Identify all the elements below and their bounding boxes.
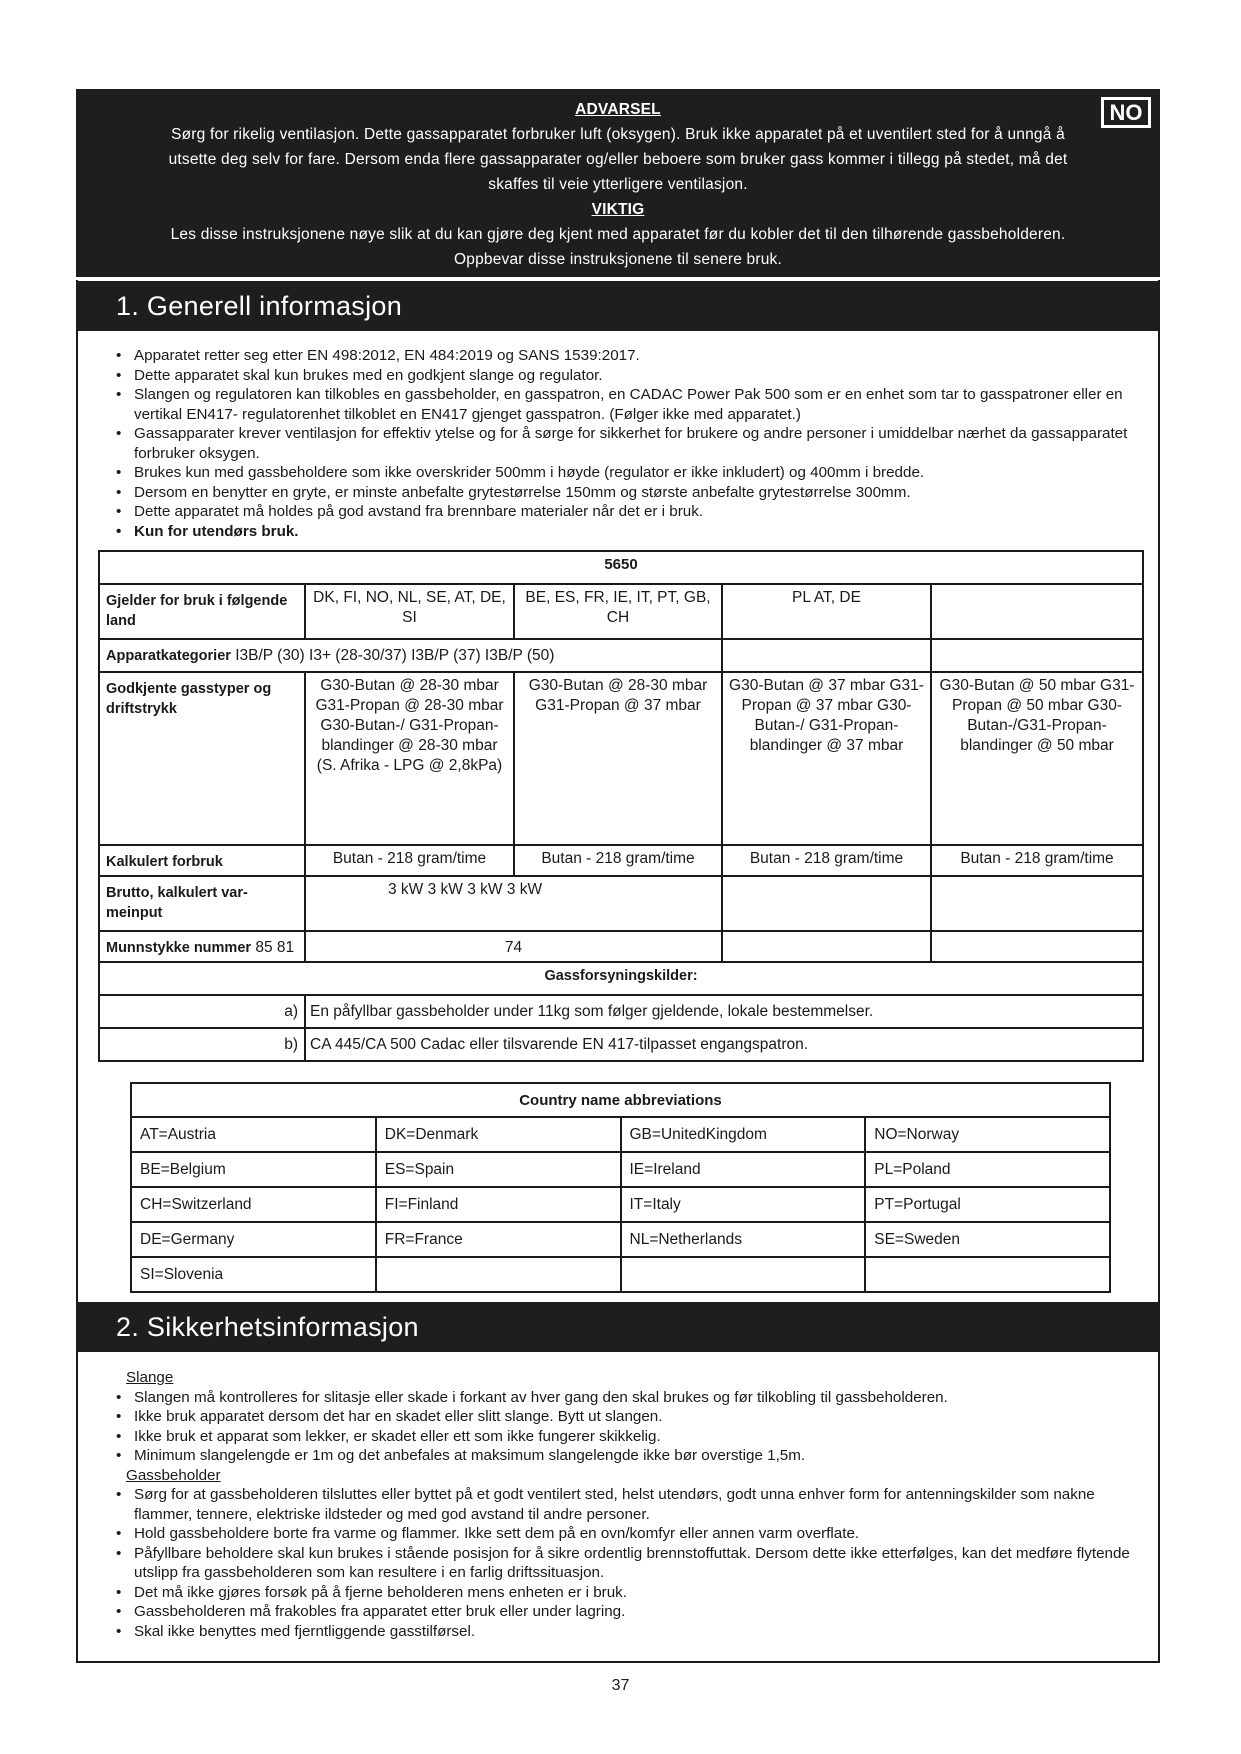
table-cell: [931, 876, 1143, 931]
section-1-title: 1. Generell informasjon: [76, 281, 1160, 331]
important-line: Oppbevar disse instruksjonene til senere bruk.: [454, 251, 782, 268]
table-cell: [865, 1257, 1110, 1292]
section-2-title: 2. Sikkerhetsinformasjon: [76, 1302, 1160, 1352]
table-cell: [99, 639, 722, 672]
safety-info-list: [116, 1368, 1136, 1641]
row-label: Apparatkategorier: [106, 648, 231, 664]
list-item: • Gassapparater krever ventilasjon for effektiv ytelse og for å sørge for sikkerhet for brukere og andre personer i umiddelbar nærhet da gassapparatet forbruker oksygen.: [116, 424, 1136, 463]
model-number: 5650: [99, 551, 1143, 584]
warning-box: [76, 89, 1160, 277]
table-cell: AT=Austria: [131, 1117, 376, 1152]
table-cell: [931, 931, 1143, 962]
table-cell: SI=Slovenia: [131, 1257, 376, 1292]
table-cell: IE=Ireland: [621, 1152, 866, 1187]
list-item: • Apparatet retter seg etter EN 498:2012, EN 484:2019 og SANS 1539:2017.: [116, 346, 1136, 366]
supply-text: En påfyllbar gassbeholder under 11kg som følger gjeldende, lokale bestemmelser.: [305, 995, 1143, 1028]
list-item: • Dette apparatet må holdes på god avstand fra brennbare materialer når det er i bruk.: [116, 502, 1136, 522]
table-cell: Butan - 218 gram/time: [931, 845, 1143, 876]
table-cell: [722, 639, 931, 672]
warning-line: Sørg for rikelig ventilasjon. Dette gassapparatet forbruker luft (oksygen). Bruk ikke apparatet på et uventilert sted for å unngå å: [171, 126, 1065, 143]
supply-text: CA 445/CA 500 Cadac eller tilsvarende EN 417-tilpasset engangspatron.: [305, 1028, 1143, 1061]
abbreviation-title: Country name abbreviations: [131, 1083, 1110, 1117]
list-item: • Slangen må kontrolleres for slitasje eller skade i forkant av hver gang den skal brukes og før tilkobling til gassbeholderen.: [116, 1388, 1136, 1408]
general-info-list: [116, 346, 1136, 541]
list-item: • Ikke bruk et apparat som lekker, er skadet eller ett som ikke fungerer skikkelig.: [116, 1427, 1136, 1447]
table-cell: [621, 1257, 866, 1292]
supply-letter: b): [99, 1028, 305, 1061]
table-cell: DE=Germany: [131, 1222, 376, 1257]
list-item: • Hold gassbeholdere borte fra varme og flammer. Ikke sett dem på en ovn/komfyr eller annen varm overflate.: [116, 1524, 1136, 1544]
list-item: • Brukes kun med gassbeholdere som ikke overskrider 500mm i høyde (regulator er ikke inkludert) og 400mm i bredde.: [116, 463, 1136, 483]
table-cell: [376, 1257, 621, 1292]
table-cell: PL AT, DE: [722, 584, 931, 639]
table-cell: ES=Spain: [376, 1152, 621, 1187]
table-cell: PL=Poland: [865, 1152, 1110, 1187]
list-item: • Påfyllbare beholdere skal kun brukes i stående posisjon for å sikre ordentlig brennstoffuttak. Dersom dette ikke etterfølges, kan det medføre flytende utslipp fra gassbeholderen som kan resultere i en farlig driftssituasjon.: [116, 1544, 1136, 1583]
table-cell: CH=Switzerland: [131, 1187, 376, 1222]
important-title: VIKTIG: [591, 201, 645, 218]
row-label: Gjelder for bruk i følgende land: [99, 584, 305, 639]
nozzle-values: 85 81: [255, 939, 295, 956]
abbreviation-table: [130, 1082, 1111, 1293]
table-cell: NO=Norway: [865, 1117, 1110, 1152]
table-cell: [931, 584, 1143, 639]
warning-title: ADVARSEL: [575, 101, 661, 118]
subheading: [116, 1368, 1136, 1388]
table-cell: [931, 639, 1143, 672]
row-label: Kalkulert forbruk: [99, 845, 305, 876]
warning-line: utsette deg selv for fare. Dersom enda flere gassapparater og/eller beboere som bruker gass kommer i tillegg på stedet, må det: [168, 151, 1068, 168]
important-line: Les disse instruksjonene nøye slik at du kan gjøre deg kjent med apparatet før du kobler det til den tilhørende gassbeholderen.: [170, 226, 1066, 243]
table-cell: G30-Butan @ 37 mbar G31-Propan @ 37 mbar G30-Butan-/ G31-Propan-blandinger @ 37 mbar: [722, 672, 931, 845]
row-label: Munnstykke nummer: [106, 940, 252, 956]
list-item: • Kun for utendørs bruk.: [116, 522, 1136, 542]
table-cell: 3 kW 3 kW 3 kW 3 kW: [305, 876, 722, 931]
hose-title: Slange: [126, 1369, 174, 1386]
list-item: • Gassbeholderen må frakobles fra apparatet etter bruk eller under lagring.: [116, 1602, 1136, 1622]
list-item: • Minimum slangelengde er 1m og det anbefales at maksimum slangelengde ikke bør overstige 1,5m.: [116, 1446, 1136, 1466]
page-number: 37: [611, 1677, 630, 1694]
table-cell: 74: [305, 931, 722, 962]
table-cell: FI=Finland: [376, 1187, 621, 1222]
supply-letter: a): [99, 995, 305, 1028]
table-cell: [722, 876, 931, 931]
table-cell: G30-Butan @ 28-30 mbar G31-Propan @ 37 mbar: [514, 672, 722, 845]
list-item: • Det må ikke gjøres forsøk på å fjerne beholderen mens enheten er i bruk.: [116, 1583, 1136, 1603]
table-cell: DK=Denmark: [376, 1117, 621, 1152]
table-cell: [99, 931, 305, 962]
table-cell: BE, ES, FR, IE, IT, PT, GB, CH: [514, 584, 722, 639]
list-item: • Slangen og regulatoren kan tilkobles en gassbeholder, en gasspatron, en CADAC Power Pak 500 som er en enhet som tar to gasspatroner eller en vertikal EN417- regulatorenhet tilkoblet en EN417 gjenget gasspatron. (Følger ikke med apparatet.): [116, 385, 1136, 424]
cylinder-title: Gassbeholder: [126, 1466, 221, 1484]
language-badge: NO: [1101, 97, 1151, 128]
list-item: • Skal ikke benyttes med fjerntliggende gasstilførsel.: [116, 1622, 1136, 1642]
category-values: I3B/P (30) I3+ (28-30/37) I3B/P (37) I3B/P (50): [235, 647, 555, 664]
table-cell: SE=Sweden: [865, 1222, 1110, 1257]
row-label: Brutto, kalkulert var-meinput: [99, 876, 305, 931]
list-item: • Sørg for at gassbeholderen tilsluttes eller byttet på et godt ventilert sted, helst utendørs, godt unna enhver form for antenningskilder som nakne flammer, tennere, elektriske ildsteder og med god avstand til andre personer.: [116, 1485, 1136, 1524]
table-cell: Butan - 218 gram/time: [305, 845, 514, 876]
table-cell: Butan - 218 gram/time: [514, 845, 722, 876]
table-cell: PT=Portugal: [865, 1187, 1110, 1222]
table-cell: G30-Butan @ 28-30 mbar G31-Propan @ 28-30 mbar G30-Butan-/ G31-Propan-blandinger @ 28-30 mbar (S. Afrika - LPG @ 2,8kPa): [305, 672, 514, 845]
table-cell: Butan - 218 gram/time: [722, 845, 931, 876]
table-cell: GB=UnitedKingdom: [621, 1117, 866, 1152]
table-cell: NL=Netherlands: [621, 1222, 866, 1257]
table-cell: FR=France: [376, 1222, 621, 1257]
table-cell: [722, 931, 931, 962]
row-label: Godkjente gasstyper og driftstrykk: [99, 672, 305, 845]
supply-title: Gassforsyningskilder:: [99, 962, 1143, 995]
table-cell: G30-Butan @ 50 mbar G31-Propan @ 50 mbar G30-Butan-/G31-Propan-blandinger @ 50 mbar: [931, 672, 1143, 845]
list-item: • Ikke bruk apparatet dersom det har en skadet eller slitt slange. Bytt ut slangen.: [116, 1407, 1136, 1427]
table-cell: DK, FI, NO, NL, SE, AT, DE, SI: [305, 584, 514, 639]
spec-table: [98, 550, 1144, 1062]
table-cell: IT=Italy: [621, 1187, 866, 1222]
list-item: • Dersom en benytter en gryte, er minste anbefalte grytestørrelse 150mm og største anbefalte grytestørrelse 300mm.: [116, 483, 1136, 503]
list-item: • Dette apparatet skal kun brukes med en godkjent slange og regulator.: [116, 366, 1136, 386]
section-divider: [76, 277, 1160, 280]
warning-line: skaffes til veie ytterligere ventilasjon.: [488, 176, 748, 193]
subheading: [116, 1466, 1136, 1486]
table-cell: BE=Belgium: [131, 1152, 376, 1187]
